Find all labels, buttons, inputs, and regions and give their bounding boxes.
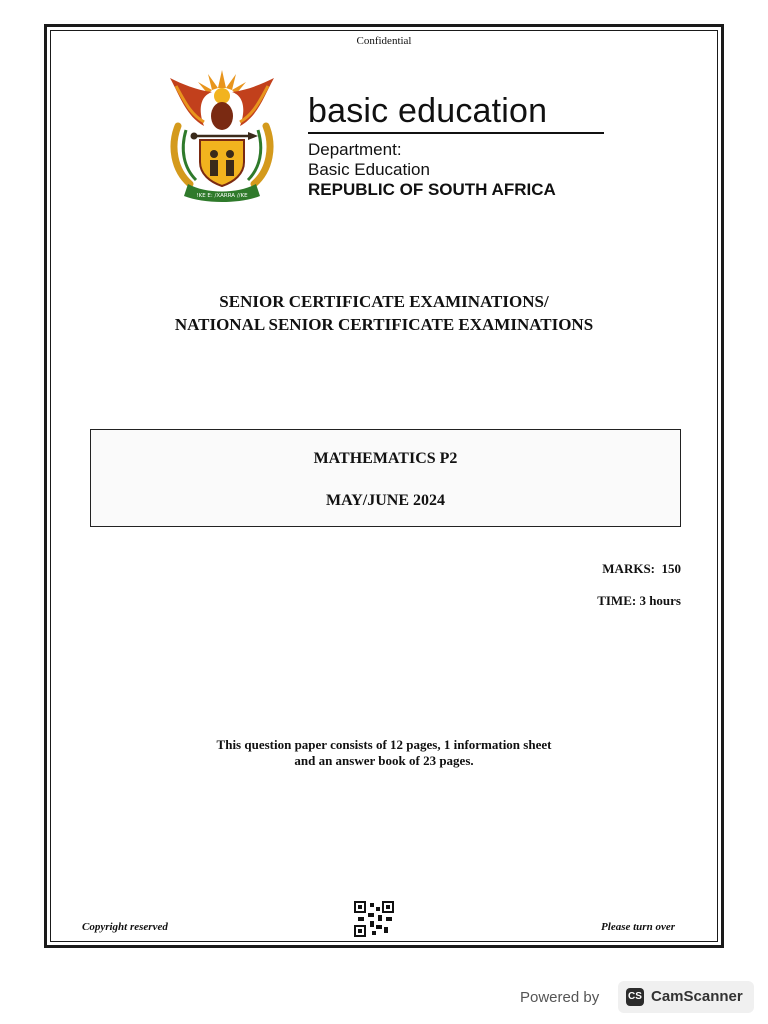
exam-session: MAY/JUNE 2024 [326, 492, 445, 509]
page-count-note-line2: and an answer book of 23 pages. [294, 753, 474, 768]
exam-heading-line2: NATIONAL SENIOR CERTIFICATE EXAMINATIONS [174, 315, 594, 334]
copyright-notice: Copyright reserved [82, 921, 168, 933]
subject-name: MATHEMATICS P2 [313, 450, 458, 467]
qr-code-icon [354, 901, 394, 937]
department-label: Department: [308, 140, 402, 159]
camscanner-name: CamScanner [651, 988, 743, 1005]
exam-heading-line1: SENIOR CERTIFICATE EXAMINATIONS/ [219, 292, 549, 311]
crest-motto: !KE E: /XARRA //KE [196, 193, 248, 199]
exam-heading [0, 290, 768, 336]
country-name: REPUBLIC OF SOUTH AFRICA [308, 180, 556, 199]
page-count-note [0, 737, 768, 769]
department-branding [308, 92, 604, 200]
page-count-note-line1: This question paper consists of 12 pages, 1 information sheet [216, 737, 552, 752]
department-name: Basic Education [308, 160, 430, 179]
subject-box [90, 429, 681, 527]
brand-title: basic education [308, 92, 548, 130]
turn-over-note: Please turn over [601, 921, 675, 933]
camscanner-badge [618, 981, 754, 1013]
total-marks: MARKS: 150 [602, 561, 681, 576]
brand-underline [308, 132, 604, 134]
confidential-label: Confidential [356, 35, 412, 47]
coat-of-arms-icon [160, 66, 284, 204]
camscanner-logo-icon: CS [626, 988, 644, 1006]
exam-duration: TIME: 3 hours [597, 593, 681, 608]
powered-by-label: Powered by [520, 989, 600, 1006]
